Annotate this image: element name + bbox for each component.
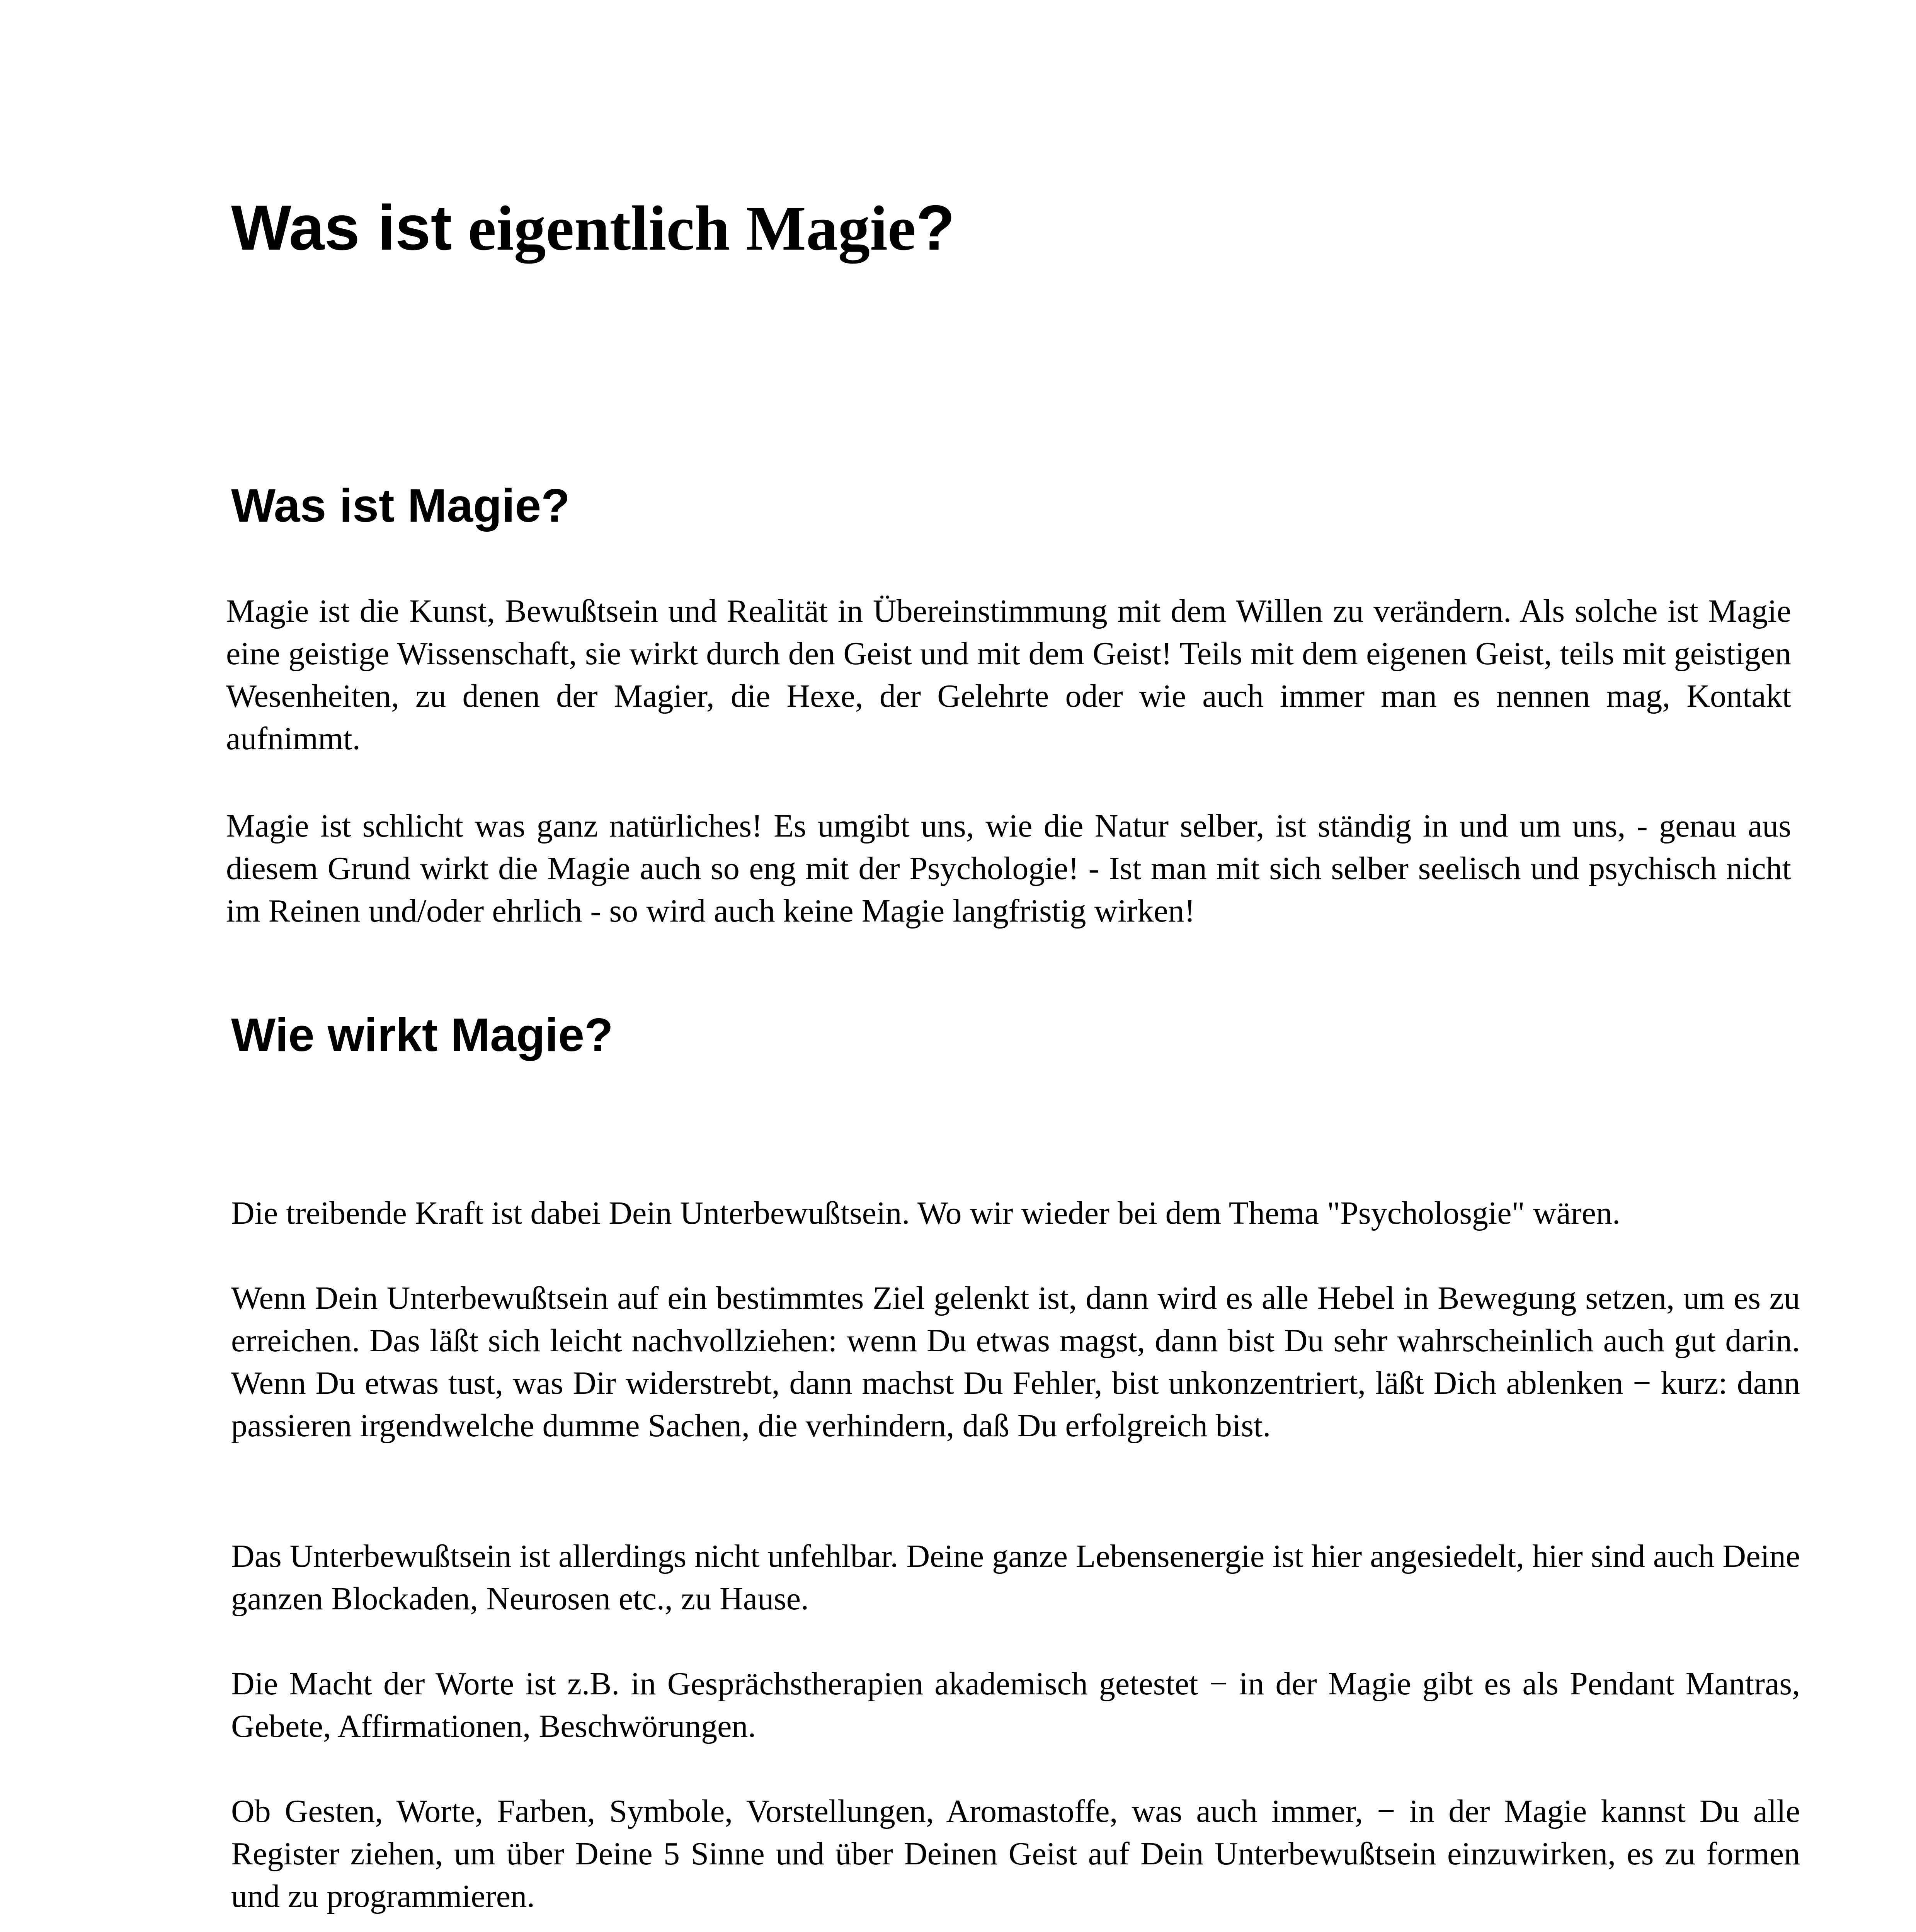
- paragraph-definition: Magie ist die Kunst, Bewußtsein und Realität in Übereinstimmung mit dem Willen zu verändern. Als solche ist Magie eine geistige Wissenschaft, sie wirkt durch den Geist und mit dem Geist! Teils mit dem eigenen Geist, teils mit geistigen Wesenheiten, zu denen der Magier, die Hexe, der Gelehrte oder wie auch immer man es nennen mag, Kontakt aufnimmt.: [226, 593, 1791, 757]
- page-title-part-2: eigentlich Magie: [452, 193, 916, 264]
- paragraph-power-of-words: Die Macht der Worte ist z.B. in Gesprächstherapien akademisch getestet − in der Magie gibt es als Pendant Mantras, Gebete, Affirmationen, Beschwörungen.: [231, 1666, 1800, 1744]
- paragraph-not-infallible: Das Unterbewußtsein ist allerdings nicht unfehlbar. Deine ganze Lebensenergie ist hier angesiedelt, hier sind auch Deine ganzen Blockaden, Neurosen etc., zu Hause.: [231, 1538, 1800, 1617]
- section-heading-wie-wirkt-magie: Wie wirkt Magie?: [231, 1009, 613, 1061]
- paragraph-driving-force: Die treibende Kraft ist dabei Dein Unterbewußtsein. Wo wir wieder bei dem Thema "Psycholosgie" wären.: [231, 1195, 1621, 1231]
- paragraph-natural: Magie ist schlicht was ganz natürliches! Es umgibt uns, wie die Natur selber, ist ständig in und um uns, - genau aus diesem Grund wirkt die Magie auch so eng mit der Psychologie! - Ist man mit sich selber seelisch und psychisch nicht im Reinen und/oder ehrlich - so wird auch keine Magie langfristig wirken!: [226, 808, 1791, 929]
- page-title-part-1: Was ist: [231, 192, 452, 263]
- paragraph-subconscious-goal: Wenn Dein Unterbewußtsein auf ein bestimmtes Ziel gelenkt ist, dann wird es alle Hebel in Bewegung setzen, um es zu erreichen. Das läßt sich leicht nachvollziehen: wenn Du etwas magst, dann bist Du sehr wahrscheinlich auch gut darin. Wenn Du etwas tust, was Dir widerstrebt, dann machst Du Fehler, bist unkonzentriert, läßt Dich ablenken − kurz: dann passieren irgendwelche dumme Sachen, die verhindern, daß Du erfolgreich bist.: [231, 1280, 1800, 1444]
- page-title: [231, 189, 955, 267]
- paragraph-gestures-words: Ob Gesten, Worte, Farben, Symbole, Vorstellungen, Aromastoffe, was auch immer, − in der Magie kannst Du alle Register ziehen, um über Deine 5 Sinne und über Deinen Geist auf Dein Unterbewußtsein einzuwirken, es zu formen und zu programmieren.: [231, 1793, 1800, 1914]
- page-title-part-3: ?: [916, 192, 955, 263]
- section-heading-was-ist-magie: Was ist Magie?: [231, 479, 570, 532]
